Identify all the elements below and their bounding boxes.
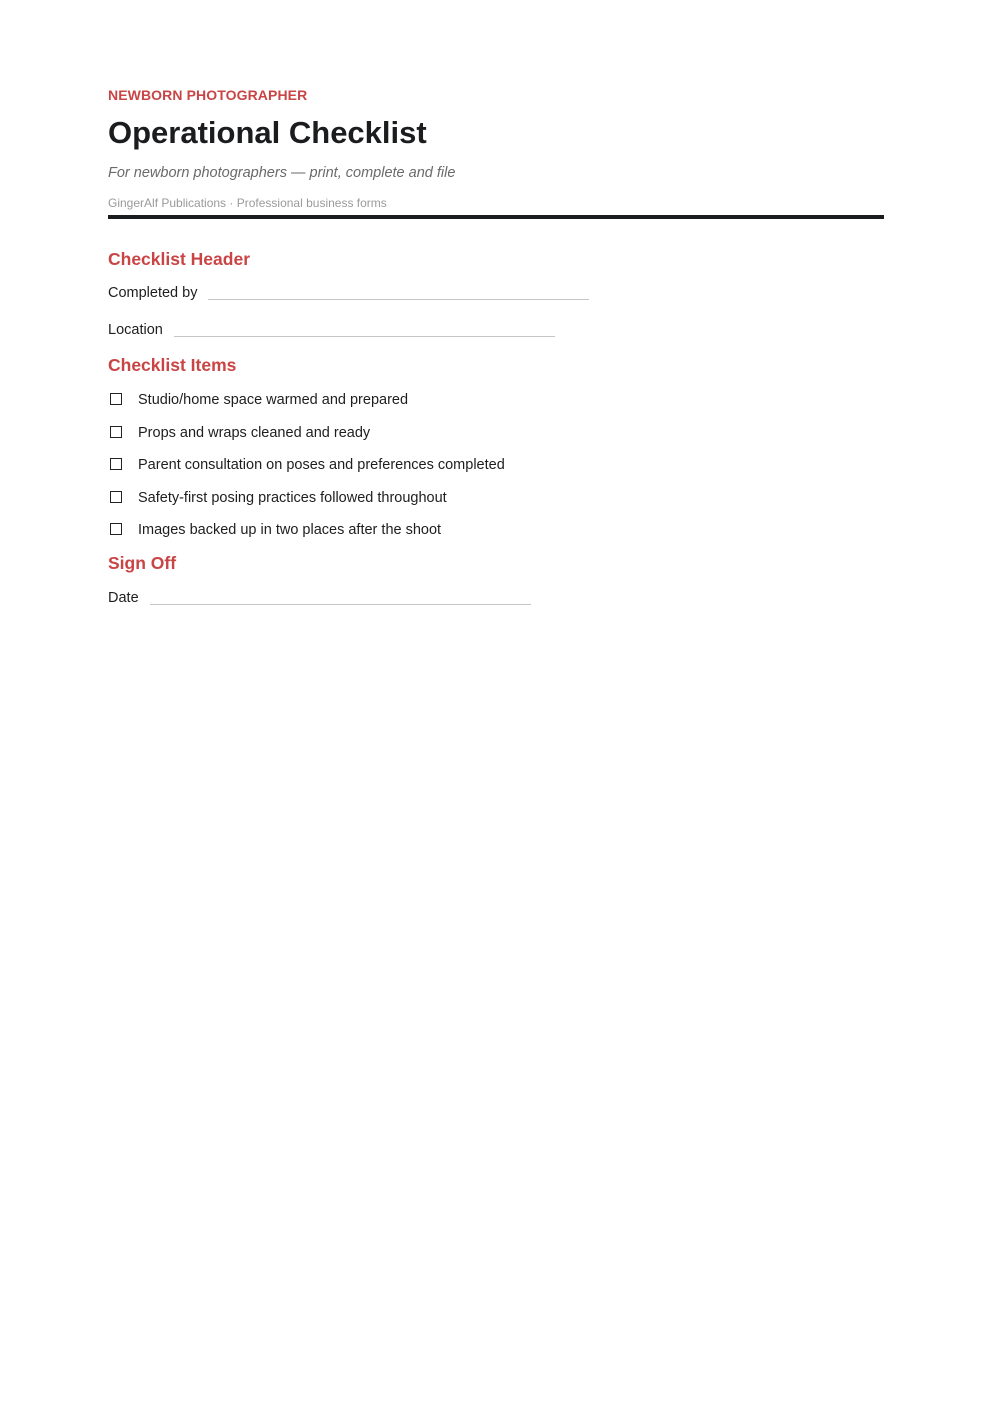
header-divider: [108, 215, 884, 219]
page-subtitle: For newborn photographers — print, complete and file: [108, 165, 456, 181]
checklist-item: [108, 391, 884, 409]
checkbox-empty-icon[interactable]: [110, 426, 122, 438]
date-input-line[interactable]: [150, 604, 531, 605]
location-input-line[interactable]: [174, 336, 555, 337]
checklist-item-label: Images backed up in two places after the shoot: [138, 522, 442, 538]
checklist-item: [108, 456, 884, 474]
section-heading-sign-off: Sign Off: [108, 553, 177, 573]
location-field: [108, 321, 884, 339]
section-heading-checklist-items: Checklist Items: [108, 355, 237, 375]
form-content: [108, 86, 884, 607]
checkbox-empty-icon[interactable]: [110, 393, 122, 405]
checklist-item: [108, 424, 884, 442]
checklist-item-label: Parent consultation on poses and preferences completed: [138, 457, 505, 473]
checkbox-empty-icon[interactable]: [110, 491, 122, 503]
section-heading-checklist-header: Checklist Header: [108, 249, 251, 269]
checklist-item-label: Props and wraps cleaned and ready: [138, 424, 371, 441]
page-title: Operational Checklist: [108, 115, 427, 150]
checkbox-empty-icon[interactable]: [110, 458, 122, 470]
checklist: [108, 391, 884, 539]
date-label: Date: [108, 590, 139, 606]
completed-by-input-line[interactable]: [208, 299, 589, 300]
date-field: [108, 589, 884, 607]
checklist-item-label: Studio/home space warmed and prepared: [138, 392, 409, 408]
category-eyebrow: NEWBORN PHOTOGRAPHER: [108, 87, 308, 103]
location-label: Location: [108, 322, 163, 338]
checklist-item: [108, 521, 884, 539]
checklist-item: [108, 489, 884, 507]
completed-by-label: Completed by: [108, 285, 198, 301]
publisher-credit: GingerAlf Publications · Professional business forms: [108, 196, 387, 210]
checklist-item-label: Safety-first posing practices followed throughout: [138, 489, 447, 506]
completed-by-field: [108, 284, 884, 302]
checkbox-empty-icon[interactable]: [110, 523, 122, 535]
